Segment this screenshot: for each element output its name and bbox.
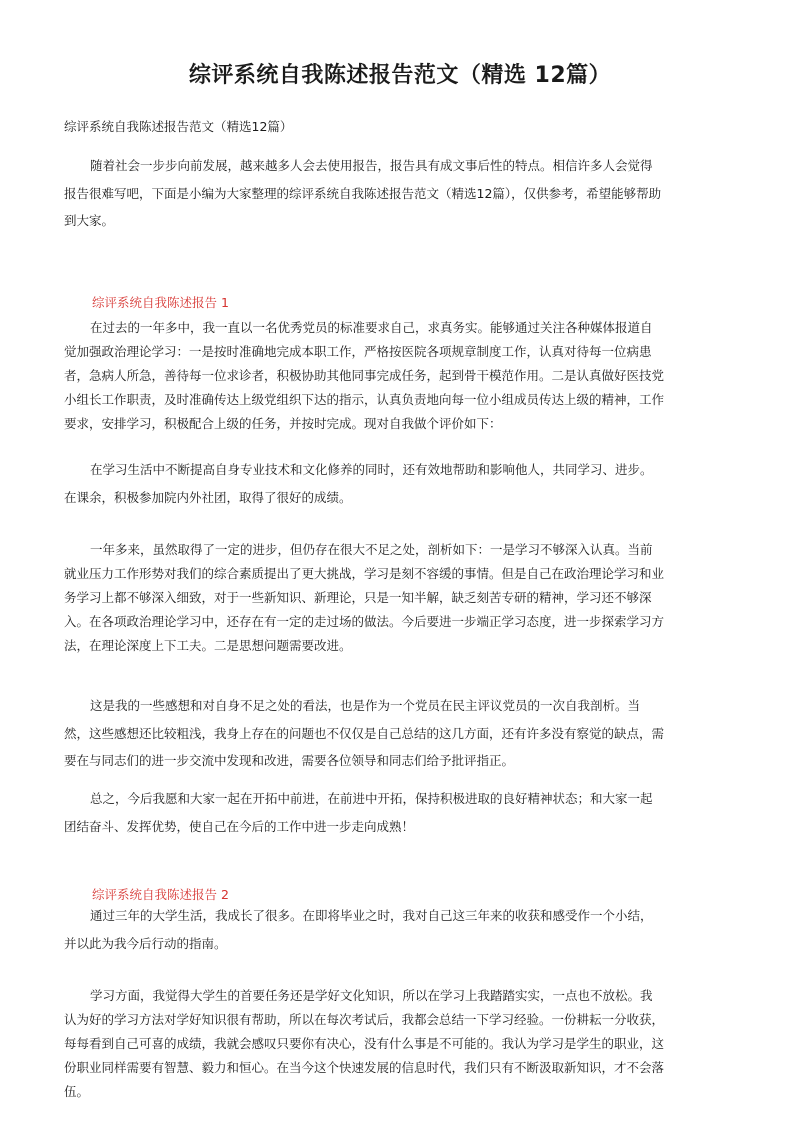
section-1-paragraph-3: 一年多来，虽然取得了一定的进步，但仍存在很大不足之处，剖析如下：一是学习不够深入认真。当前就业压力工作形势对我们的综合素质提出了更大挑战，学习是刻不容缓的事情。但是自己在政治理论学习和业务学习上都不够深入细致，对于一些新知识、新理论，只是一知半解，缺乏刻苦专研的精神，学习还不够深入。在各项政治理论学习中，还存在有一定的走过场的做法。今后要进一步端正学习态度，进一步探索学习方法，在理论深度上下工夫。二是思想问题需要改进。 xyxy=(64,542,665,653)
section-1-paragraph-4: 这是我的一些感想和对自身不足之处的看法，也是作为一个党员在民主评议党员的一次自我剖析。当然，这些感想还比较粗浅，我身上存在的问题也不仅仅是自己总结的这几方面，还有许多没有察觉的缺点，需要在与同志们的进一步交流中发现和改进，需要各位领导和同志们给予批评指正。 xyxy=(64,698,665,768)
document-title: 综评系统自我陈述报告范文（精选 12篇） xyxy=(188,63,612,88)
section-1-paragraph-1: 在过去的一年多中，我一直以一名优秀党员的标准要求自己，求真务实。能够通过关注各种媒体报道自觉加强政治理论学习：一是按时准确地完成本职工作，严格按医院各项规章制度工作，认真对待每一位病患者，急病人所急，善待每一位求诊者，积极协助其他同事完成任务，起到骨干模范作用。二是认真做好医技党小组长工作职责，及时准确传达上级党组织下达的指示，认真负责地向每一位小组成员传达上级的精神，工作要求，安排学习，积极配合上级的任务，并按时完成。现对自我做个评价如下： xyxy=(64,320,665,431)
section-2-paragraph-1: 通过三年的大学生活，我成长了很多。在即将毕业之时，我对自己这三年来的收获和感受作一个小结，并以此为我今后行动的指南。 xyxy=(64,908,653,951)
section-1-heading: 综评系统自我陈述报告 1 xyxy=(92,295,229,310)
intro-paragraph: 随着社会一步步向前发展，越来越多人会去使用报告，报告具有成文事后性的特点。相信许多人会觉得报告很难写吧，下面是小编为大家整理的综评系统自我陈述报告范文（精选12篇），仅供参考，希望能够帮助到大家。 xyxy=(64,158,662,228)
section-1-paragraph-5: 总之，今后我愿和大家一起在开拓中前进，在前进中开拓，保持积极进取的良好精神状态；和大家一起团结奋斗、发挥优势，使自己在今后的工作中进一步走向成熟！ xyxy=(64,791,653,834)
document-subtitle: 综评系统自我陈述报告范文（精选12篇） xyxy=(64,119,293,134)
section-2-heading: 综评系统自我陈述报告 2 xyxy=(92,887,229,902)
section-1-paragraph-2: 在学习生活中不断提高自身专业技术和文化修养的同时，还有效地帮助和影响他人，共同学习、进步。在课余，积极参加院内外社团，取得了很好的成绩。 xyxy=(64,462,653,505)
section-2-paragraph-2: 学习方面，我觉得大学生的首要任务还是学好文化知识，所以在学习上我踏踏实实，一点也不放松。我认为好的学习方法对学好知识很有帮助，所以在每次考试后，我都会总结一下学习经验。一份耕耘一分收获，每每看到自己可喜的成绩，我就会感叹只要你有决心，没有什么事是不可能的。我认为学习是学生的职业，这份职业同样需要有智慧、毅力和恒心。在当今这个快速发展的信息时代，我们只有不断汲取新知识，才不会落伍。 xyxy=(64,988,665,1099)
